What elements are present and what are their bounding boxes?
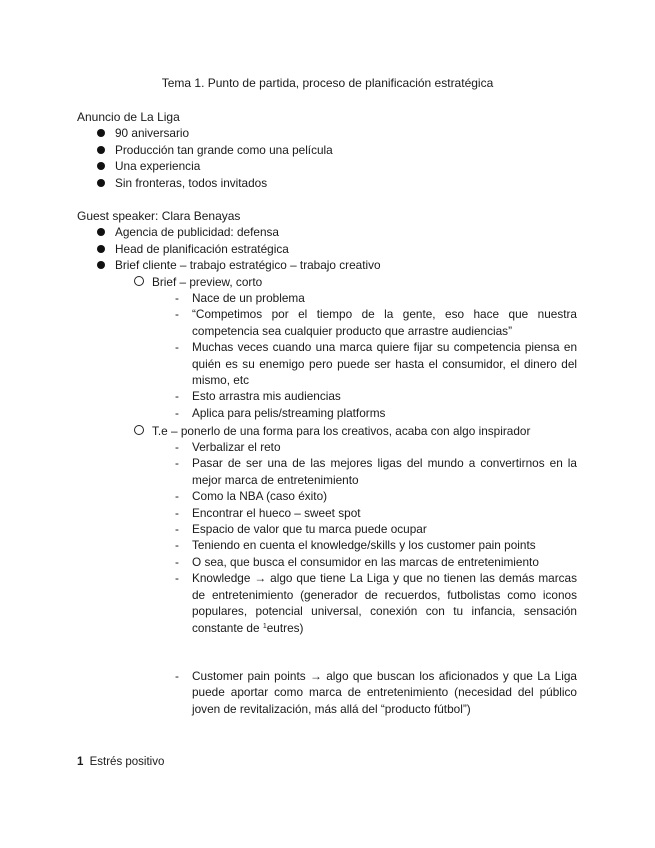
- list-item: - Teniendo en cuenta el knowledge/skills y los customer pain points: [175, 537, 577, 553]
- footnote-ref: 1: [262, 623, 267, 631]
- page-bottom-clip: [175, 668, 585, 720]
- footnote-number: 1: [77, 756, 84, 768]
- list-item: - Muchas veces cuando una marca quiere fijar su competencia piensa en quién es su enemigo pero puede ser hasta el consumidor, el dinero del mismo, etc: [175, 339, 577, 388]
- bullet-icon: [97, 261, 105, 269]
- bullet-icon: [97, 146, 105, 154]
- list-item: - Aplica para pelis/streaming platforms: [175, 405, 577, 421]
- list-item: 90 aniversario: [97, 125, 333, 142]
- list-item: - Knowledge → algo que tiene La Liga y que no tienen las demás marcas de entretenimiento (generador de recuerdos, futbolistas como iconos populares, potencial universal, conexión con tu infancia, sensación constante de $^1$eutres): [175, 570, 577, 637]
- list-item: Una experiencia: [97, 158, 333, 175]
- page-title: Tema 1. Punto de partida, proceso de planificación estratégica: [161, 76, 494, 90]
- list-item: - Espacio de valor que tu marca puede ocupar: [175, 521, 577, 537]
- bullet-icon: [97, 228, 105, 236]
- te-subheading: T.e – ponerlo de una forma para los creativos, acaba con algo inspirador: [134, 423, 530, 440]
- list-item: - Encontrar el hueco – sweet spot: [175, 505, 577, 521]
- circle-bullet-icon: [134, 276, 144, 286]
- bullet-icon: [97, 162, 105, 170]
- brief-subheading: Brief – preview, corto: [134, 274, 262, 291]
- list-item: Agencia de publicidad: defensa: [97, 224, 381, 241]
- footnote-text: Estrés positivo: [89, 756, 165, 768]
- pain-points-dash-list: [175, 668, 577, 717]
- list-item: Sin fronteras, todos invitados: [97, 175, 333, 192]
- section-heading-guest-speaker: Guest speaker: Clara Benayas: [77, 209, 241, 223]
- anuncio-bullet-list: [97, 125, 333, 191]
- section-heading-anuncio: Anuncio de La Liga: [77, 110, 180, 124]
- list-item: - Verbalizar el reto: [175, 439, 577, 455]
- list-item: - Como la NBA (caso éxito): [175, 488, 577, 504]
- guest-speaker-bullet-list: [97, 224, 381, 274]
- list-item: Head de planificación estratégica: [97, 241, 381, 258]
- bullet-icon: [97, 179, 105, 187]
- list-item: - Esto arrastra mis audiencias: [175, 388, 577, 404]
- brief-dash-list: [175, 290, 577, 421]
- bullet-icon: [97, 129, 105, 137]
- footnote: [77, 756, 164, 768]
- bullet-icon: [97, 245, 105, 253]
- list-item: - Customer pain points → algo que buscan los aficionados y que La Liga puede aportar como marca de entretenimiento (necesidad del público joven de revitalización, más allá del “producto fútbol”): [175, 668, 577, 717]
- list-item: - “Competimos por el tiempo de la gente, eso hace que nuestra competencia sea cualquier producto que arrastre audiencias”: [175, 306, 577, 339]
- list-item: - Nace de un problema: [175, 290, 577, 306]
- list-item: - Pasar de ser una de las mejores ligas del mundo a convertirnos en la mejor marca de entretenimiento: [175, 455, 577, 488]
- te-dash-list: [175, 439, 577, 637]
- list-item: - O sea, que busca el consumidor en las marcas de entretenimiento: [175, 554, 577, 570]
- list-item: Producción tan grande como una película: [97, 142, 333, 159]
- circle-bullet-icon: [134, 425, 144, 435]
- list-item: Brief cliente – trabajo estratégico – trabajo creativo: [97, 257, 381, 274]
